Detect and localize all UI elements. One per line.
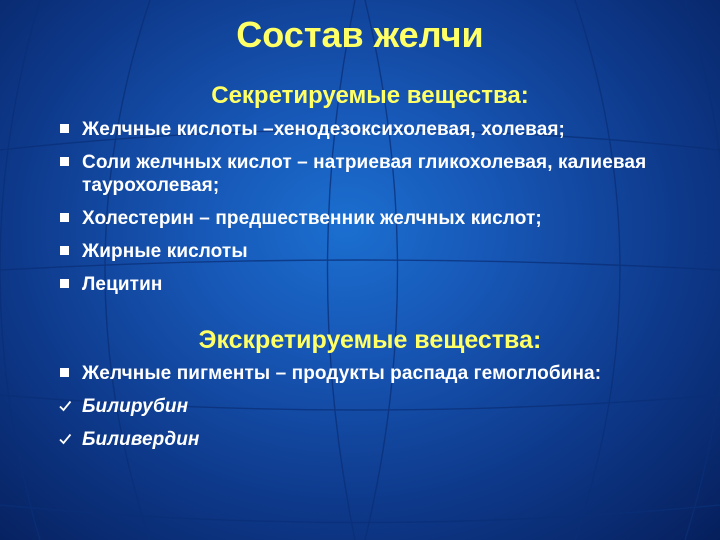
list-item xyxy=(56,118,696,141)
list-item-text: Биливердин xyxy=(82,429,200,450)
excreted-heading: Экскретируемые вещества: xyxy=(198,326,542,354)
list-item xyxy=(56,273,696,296)
secreted-heading: Секретируемые вещества: xyxy=(211,82,529,109)
list-item-text: Соли желчных кислот – натриевая гликохолевая, калиевая таурохолевая; xyxy=(82,152,647,196)
list-item xyxy=(56,428,696,451)
list-item xyxy=(56,151,696,197)
list-item-text: Жирные кислоты xyxy=(82,241,248,262)
list-item xyxy=(56,362,696,385)
list-item xyxy=(56,395,696,418)
square-bullet-icon xyxy=(60,368,69,377)
square-bullet-icon xyxy=(60,124,69,133)
slide-title: Состав желчи xyxy=(236,14,484,55)
list-item-text: Желчные пигменты – продукты распада гемоглобина: xyxy=(82,363,602,384)
square-bullet-icon xyxy=(60,246,69,255)
square-bullet-icon xyxy=(60,213,69,222)
list-item-text: Лецитин xyxy=(82,274,163,295)
list-item xyxy=(56,240,696,263)
secreted-list xyxy=(56,118,696,306)
list-item-text: Желчные кислоты –хенодезоксихолевая, холевая; xyxy=(82,119,565,140)
square-bullet-icon xyxy=(60,279,69,288)
checkmark-icon xyxy=(58,432,72,446)
list-item xyxy=(56,207,696,230)
square-bullet-icon xyxy=(60,157,69,166)
list-item-text: Билирубин xyxy=(82,396,189,417)
list-item-text: Холестерин – предшественник желчных кислот; xyxy=(82,208,542,229)
excreted-list xyxy=(56,362,696,461)
checkmark-icon xyxy=(58,399,72,413)
